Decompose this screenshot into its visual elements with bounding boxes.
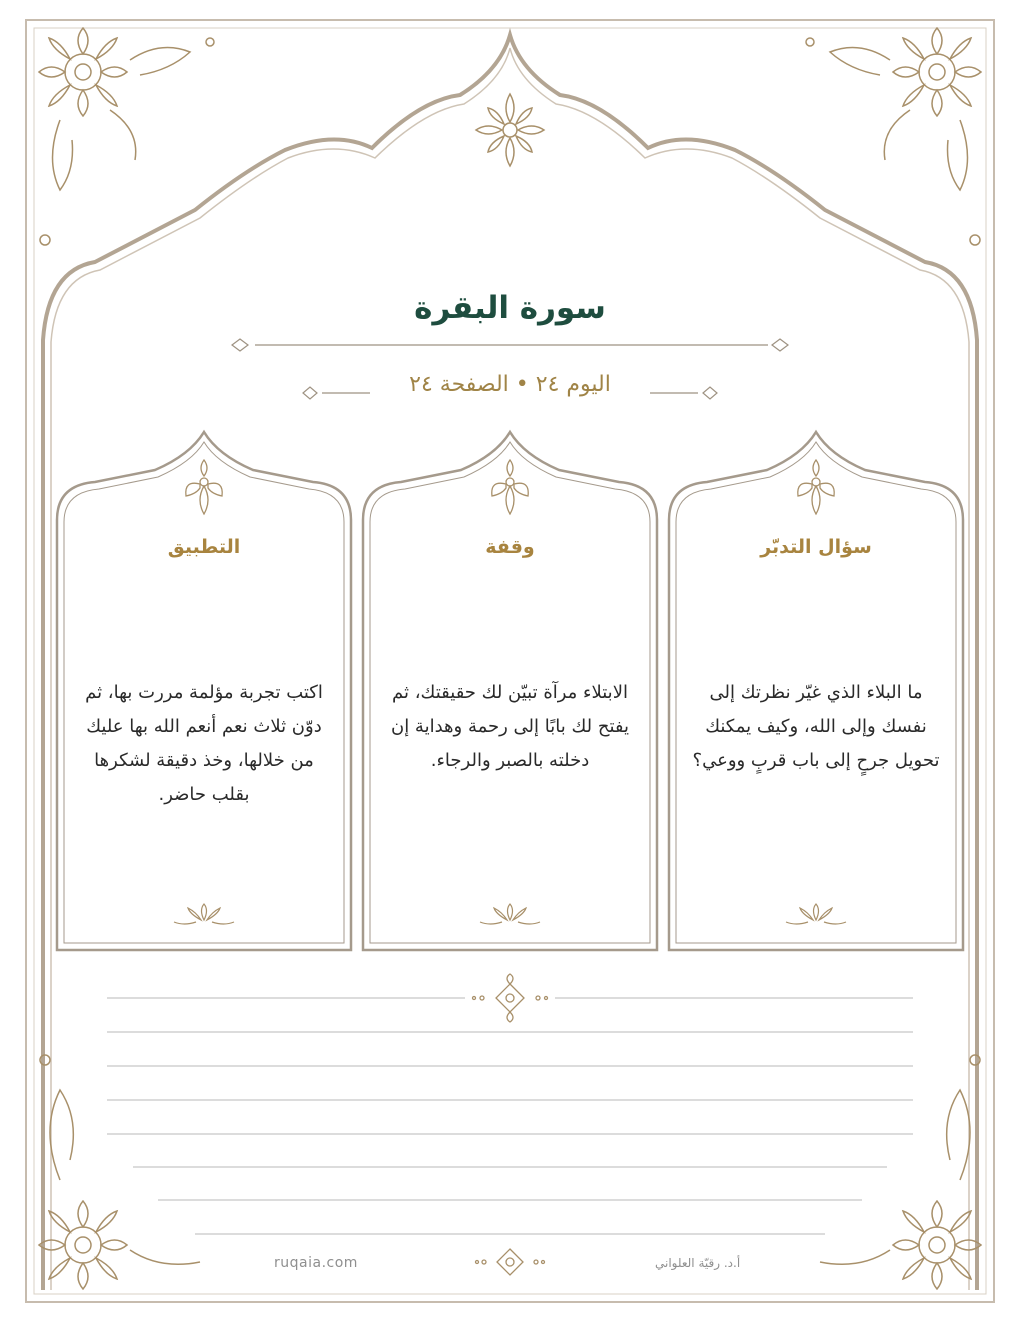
card-title-reflection: سؤال التدبّر [760,536,872,558]
corner-flower-bottom-left-icon [39,1055,200,1289]
card-ornament-middle-icon [492,460,528,514]
footer-website: ruqaia.com [274,1255,358,1271]
card-body-reflection: ما البلاء الذي غيّر نظرتك إلى نفسك وإلى الله، وكيف يمكنك تحويل جرحٍ إلى باب قربٍ ووعي؟ [692,682,940,771]
title-divider [232,339,788,351]
lines-center-ornament-icon [473,974,548,1022]
page-title: سورة البقرة [414,290,606,326]
card-title-pause: وقفة [485,536,535,558]
card-title-application: التطبيق [167,536,241,558]
card-bottom-lotus-middle-icon [480,904,540,924]
card-ornament-right-icon [798,460,834,514]
card-body-pause: الابتلاء مرآة تبيّن لك حقيقتك، ثم يفتح لك بابًا إلى رحمة وهداية إن دخلته بالصبر والرجاء. [390,682,630,771]
card-bottom-lotus-left-icon [174,904,234,924]
writing-lines [107,998,913,1234]
card-body-application: اكتب تجربة مؤلمة مررت بها، ثم دوّن ثلاث نعم أنعم الله بها عليك من خلالها، وخذ دقيقة لشكرها بقلب حاضر. [85,682,323,805]
footer-author: أ.د. رقيّة العلواني [655,1256,741,1270]
card-ornament-left-icon [186,460,222,514]
top-ornament-icon [476,94,544,166]
corner-flower-bottom-right-icon [820,1055,981,1289]
footer-ornament-icon [476,1249,545,1275]
page-subtitle: اليوم ٢٤ • الصفحة ٢٤ [409,372,611,397]
card-bottom-lotus-right-icon [786,904,846,924]
